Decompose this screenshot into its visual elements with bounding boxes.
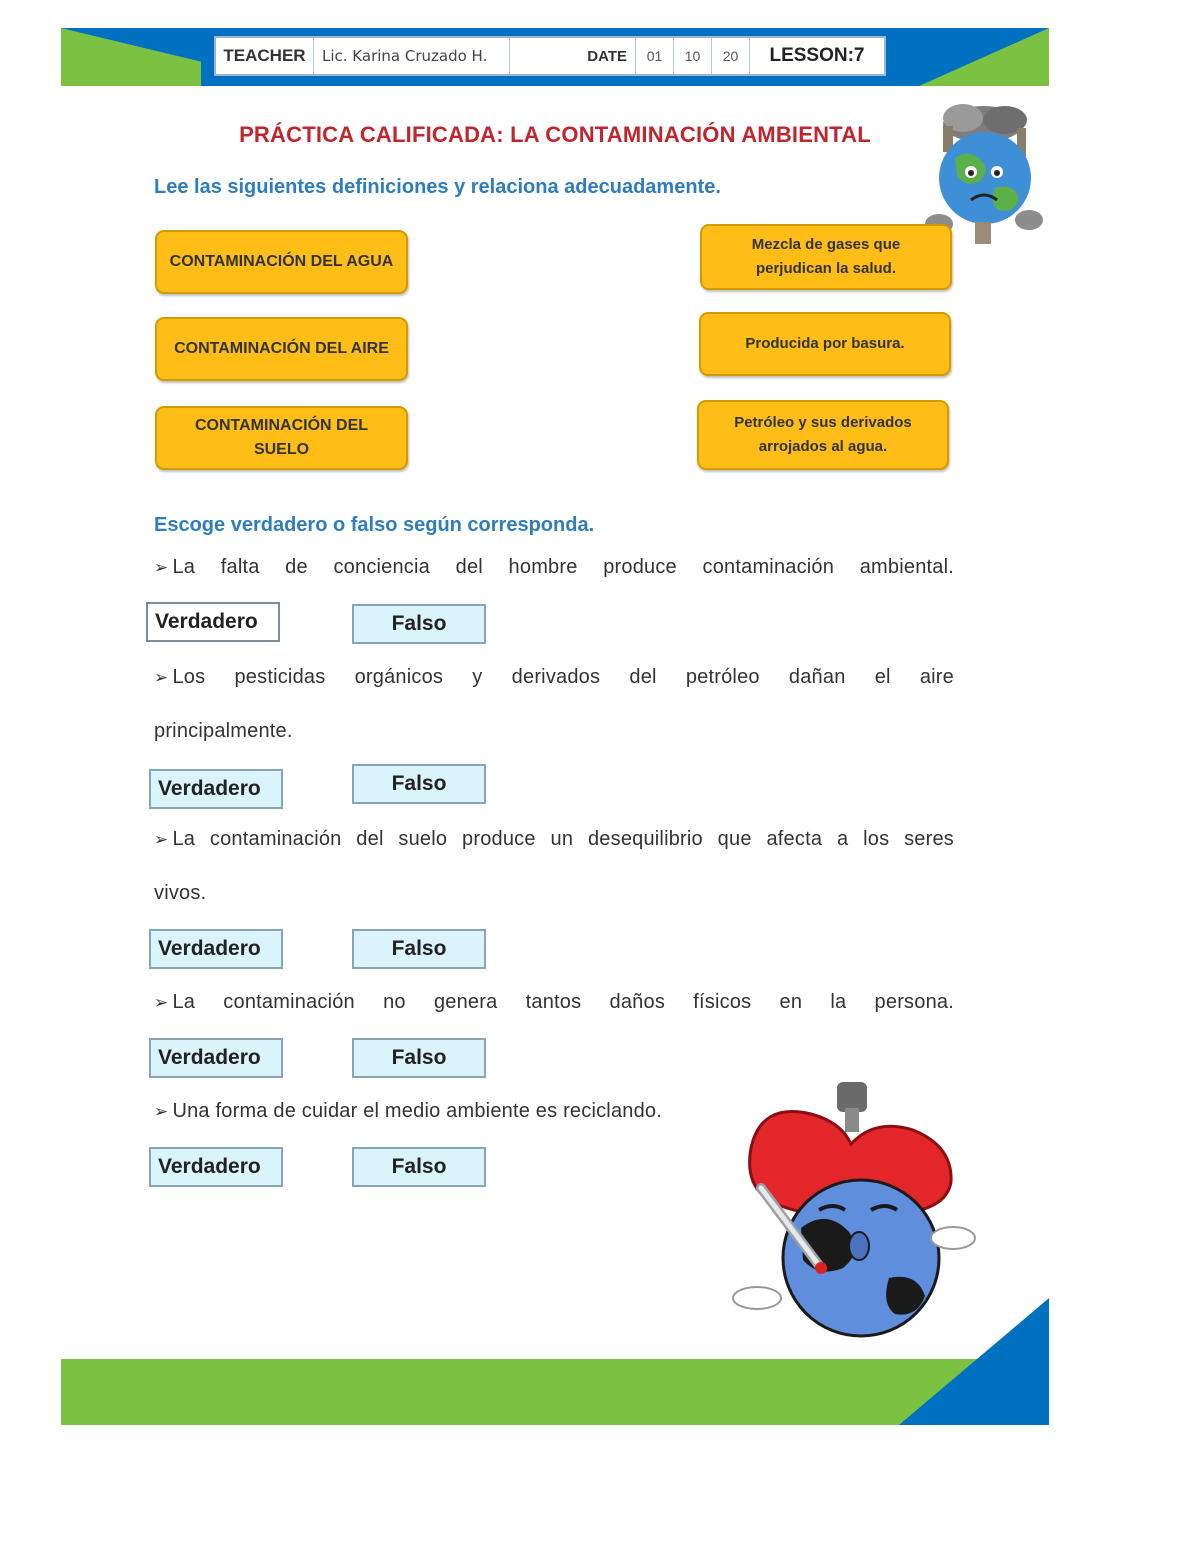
match-box-air-pollution[interactable]: CONTAMINACIÓN DEL AIRE (155, 317, 408, 381)
false-button-4[interactable]: Falso (352, 1038, 486, 1078)
worksheet-page (61, 28, 1049, 1425)
match-definition-garbage[interactable]: Producida por basura. (699, 312, 951, 376)
header-info-table (214, 36, 886, 76)
page-title: PRÁCTICA CALIFICADA: LA CONTAMINACIÓN AMBIENTAL (239, 122, 871, 147)
true-false-instruction: Escoge verdadero o falso según corresponda. (154, 514, 595, 536)
statement-5 (154, 1100, 754, 1123)
date-label: DATE (510, 38, 636, 74)
statement-1 (154, 556, 954, 579)
true-button-3[interactable]: Verdadero (149, 929, 283, 969)
matching-instruction: Lee las siguientes definiciones y relaciona adecuadamente. (154, 176, 721, 198)
arrow-bullet-icon: ➢ (154, 558, 169, 577)
arrow-bullet-icon: ➢ (154, 830, 169, 849)
date-day: 01 (636, 38, 674, 74)
true-button-1[interactable]: Verdadero (146, 602, 280, 642)
statement-4 (154, 991, 954, 1014)
match-box-water-pollution[interactable]: CONTAMINACIÓN DEL AGUA (155, 230, 408, 294)
false-button-3[interactable]: Falso (352, 929, 486, 969)
statement-text: La contaminación no genera tantos daños físicos en la persona. (172, 991, 954, 1013)
true-button-2[interactable]: Verdadero (149, 769, 283, 809)
statement-3 (154, 828, 954, 851)
statement-text: Una forma de cuidar el medio ambiente es reciclando. (172, 1100, 662, 1122)
true-button-5[interactable]: Verdadero (149, 1147, 283, 1187)
statement-2 (154, 666, 954, 689)
false-button-5[interactable]: Falso (352, 1147, 486, 1187)
match-definition-gases[interactable]: Mezcla de gases que perjudican la salud. (700, 224, 952, 290)
true-button-4[interactable]: Verdadero (149, 1038, 283, 1078)
sick-earth-illustration (721, 1078, 981, 1338)
teacher-name: Lic. Karina Cruzado H. (314, 38, 510, 74)
match-definition-oil[interactable]: Petróleo y sus derivados arrojados al agua. (697, 400, 949, 470)
arrow-bullet-icon: ➢ (154, 668, 169, 687)
date-month: 10 (674, 38, 712, 74)
false-button-1[interactable]: Falso (352, 604, 486, 644)
date-year: 20 (712, 38, 750, 74)
arrow-bullet-icon: ➢ (154, 1102, 169, 1121)
statement-2-continued: principalmente. (154, 720, 293, 742)
arrow-bullet-icon: ➢ (154, 993, 169, 1012)
false-button-2[interactable]: Falso (352, 764, 486, 804)
footer-band (61, 1359, 1049, 1425)
match-box-soil-pollution[interactable]: CONTAMINACIÓN DEL SUELO (155, 406, 408, 470)
statement-text: La falta de conciencia del hombre produce contaminación ambiental. (172, 556, 954, 578)
teacher-label: TEACHER (216, 38, 314, 74)
statement-text: La contaminación del suelo produce un desequilibrio que afecta a los seres (172, 828, 954, 850)
lesson-number: LESSON:7 (769, 45, 865, 66)
statement-text: Los pesticidas orgánicos y derivados del petróleo dañan el aire (172, 666, 954, 688)
statement-3-continued: vivos. (154, 882, 207, 904)
